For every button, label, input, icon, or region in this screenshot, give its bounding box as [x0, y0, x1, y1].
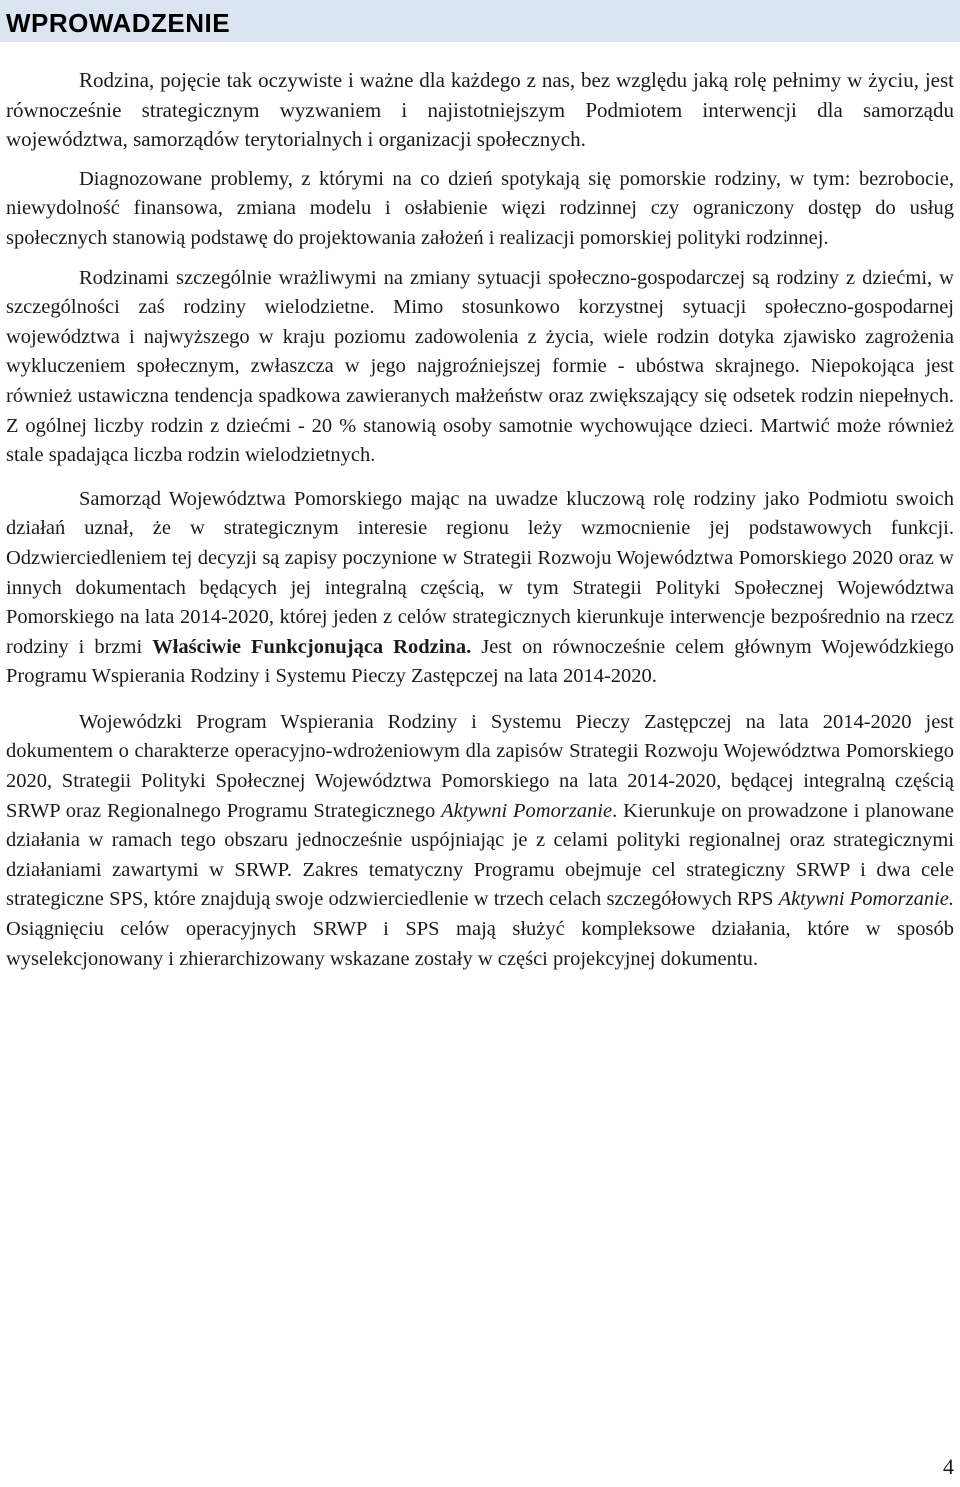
paragraph-program — [6, 708, 954, 974]
paragraph-self-government-text-1: Samorząd Województwa Pomorskiego mając na uwadze kluczową rolę rodziny jako Podmiotu swoich działań uznał, że w strategicznym interesie regionu leży wzmocnienie jej podstawowych funkcji. Odzwierciedleniem tej decyzji są zapisy poczynione w Strategii Rozwoju Województwa Pomorskiego 2020 oraz w innych dokumentach będących jej integralną częścią, w tym Strategii Polityki Społecznej Województwa Pomorskiego na lata 2014-2020, której jeden z celów strategicznych kierunkuje interwencje bezpośrednio na rzecz rodziny i brzmi — [6, 487, 954, 658]
program-name-italic-2: Aktywni Pomorzanie. — [778, 888, 954, 911]
paragraph-program-text-2: . Kierunkuje on prowadzone i planowane działania w ramach tego obszaru jednocześnie uspójniając je z celami polityki regionalnej oraz strategicznymi działaniami zawartymi w SRWP. Zakres tematyczny Programu obejmuje cel strategiczny SRWP i dwa cele strategiczne SPS, które znajdują swoje odzwierciedlenie w trzech celach szczegółowych RPS — [6, 799, 954, 911]
paragraph-self-government-text-2: Jest on równocześnie celem głównym Wojewódzkiego Programu Wspierania Rodziny i Systemu Pieczy Zastępczej na lata 2014-2020. — [6, 635, 954, 688]
program-name-italic-1: Aktywni Pomorzanie — [441, 799, 613, 822]
paragraph-program-text-3: Osiągnięciu celów operacyjnych SRWP i SPS mają służyć kompleksowe działania, które w sposób wyselekcjonowany i zhierarchizowany wskazane zostały w części projekcyjnej dokumentu. — [6, 918, 954, 970]
section-heading: WPROWADZENIE — [6, 8, 231, 38]
paragraph-program-text-1: Wojewódzki Program Wspierania Rodziny i Systemu Pieczy Zastępczej na lata 2014-2020 jest dokumentem o charakterze operacyjno-wdrożeniowym dla zapisów Strategii Rozwoju Województwa Pomorskiego 2020, Strategii Polityki Społecznej Województwa Pomorskiego na lata 2014-2020, będącej integralną częścią SRWP oraz Regionalnego Programu Strategicznego — [6, 710, 954, 822]
section-heading-bar — [0, 0, 960, 42]
paragraph-intro: Rodzina, pojęcie tak oczywiste i ważne dla każdego z nas, bez względu jaką rolę pełnimy w życiu, jest równocześnie strategicznym wyzwaniem i najistotniejszym Podmiotem interwencji dla samorządu województwa, samorządów terytorialnych i organizacji społecznych. — [6, 68, 954, 152]
page-number: 4 — [943, 1454, 954, 1479]
document-body — [6, 66, 954, 974]
paragraph-vulnerable-families: Rodzinami szczególnie wrażliwymi na zmiany sytuacji społeczno-gospodarczej są rodziny z dziećmi, w szczególności zaś rodziny wielodzietne. Mimo stosunkowo korzystnej sytuacji społeczno-gospodarnej województwa i najwyższego w kraju poziomu zadowolenia z życia, wiele rodzin dotyka zjawisko zagrożenia wykluczeniem społecznym, zwłaszcza w jego najgroźniejszej formie - ubóstwa skrajnego. Niepokojąca jest również ustawiczna tendencja spadkowa zawieranych małżeństw oraz zwiększający się odsetek rodzin niepełnych. Z ogólnej liczby rodzin z dziećmi - 20 % stanowią osoby samotnie wychowujące dzieci. Martwić może również stale spadająca liczba rodzin wielodzietnych. — [6, 266, 954, 467]
strategic-goal-name: Właściwie Funkcjonująca Rodzina. — [152, 635, 472, 658]
paragraph-problems: Diagnozowane problemy, z którymi na co dzień spotykają się pomorskie rodziny, w tym: bezrobocie, niewydolność finansowa, zmiana modelu i osłabienie więzi rodzinnej czy ograniczony dostęp do usług społecznych stanowią podstawę do projektowania założeń i realizacji pomorskiej polityki rodzinnej. — [6, 167, 954, 249]
paragraph-self-government — [6, 485, 954, 692]
